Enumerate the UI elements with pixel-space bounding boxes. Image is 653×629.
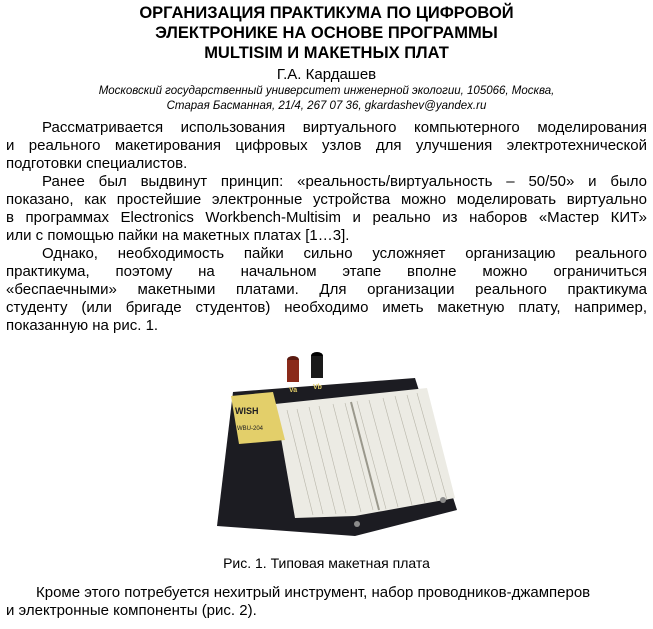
screw <box>354 521 360 527</box>
author-affiliation <box>0 84 653 114</box>
author-name: Г.А. Кардашев <box>276 66 377 83</box>
figure-caption: Рис. 1. Типовая макетная плата <box>223 555 430 571</box>
post-black <box>311 356 323 378</box>
paragraph-line: Однако, необходимость пайки сильно усложняет организацию реального <box>42 245 647 262</box>
paragraph-3 <box>6 245 647 335</box>
breadboard-figure <box>205 340 465 540</box>
paragraph-4 <box>6 584 647 620</box>
model-label: WBU-204 <box>237 426 264 432</box>
affiliation-line-2: Старая Басманная, 21/4, 267 07 36, gkardashev@yandex.ru <box>166 100 487 112</box>
brand-label: WISH <box>235 406 259 416</box>
paragraph-line: Рассматривается использования виртуального компьютерного моделирования <box>42 119 647 136</box>
paragraph-line: показанную на рис. 1. <box>6 317 159 335</box>
paragraph-line: студенту (или бригаде студентов) необходимо иметь макетную плату, например, <box>6 299 647 317</box>
post-red <box>287 360 299 382</box>
title-line-1: ОРГАНИЗАЦИЯ ПРАКТИКУМА ПО ЦИФРОВОЙ <box>139 4 514 22</box>
breadboard-image <box>205 340 465 540</box>
paragraph-line: или с помощью пайки на макетных платах [1…3]. <box>6 227 350 245</box>
paragraph-line: в программах Electronics Workbench-Multisim и реально из наборов «Мастер КИТ» <box>6 209 647 227</box>
screw <box>440 497 446 503</box>
paragraph-line: практикума, поэтому на начальном этапе вполне можно ограничиться <box>6 263 647 281</box>
paragraph-line: и электронные компоненты (рис. 2). <box>6 602 257 620</box>
paragraph-line: «беспаечными» макетными платами. Для организации реального практикума <box>6 281 647 299</box>
affiliation-line-1: Московский государственный университет инженерной экологии, 105066, Москва, <box>98 85 555 97</box>
label-va: Va <box>289 387 298 394</box>
paragraph-2 <box>6 173 647 245</box>
label-vb: Vb <box>313 384 322 391</box>
paragraph-1 <box>6 119 647 173</box>
paper-title <box>0 3 653 63</box>
paragraph-line: Кроме этого потребуется нехитрый инструмент, набор проводников-джамперов <box>36 584 591 601</box>
title-line-2: ЭЛЕКТРОНИКЕ НА ОСНОВЕ ПРОГРАММЫ <box>155 24 498 42</box>
paragraph-line: Ранее был выдвинут принцип: «реальность/виртуальность – 50/50» и было <box>42 173 647 190</box>
title-line-3: MULTISIM И МАКЕТНЫХ ПЛАТ <box>204 44 449 62</box>
paragraph-line: и реального макетирования цифровых узлов для улучшения электротехнической <box>6 137 647 155</box>
paragraph-line: подготовки специалистов. <box>6 155 188 173</box>
paragraph-line: показано, как простейшие электронные устройства можно моделировать виртуально <box>6 191 647 209</box>
